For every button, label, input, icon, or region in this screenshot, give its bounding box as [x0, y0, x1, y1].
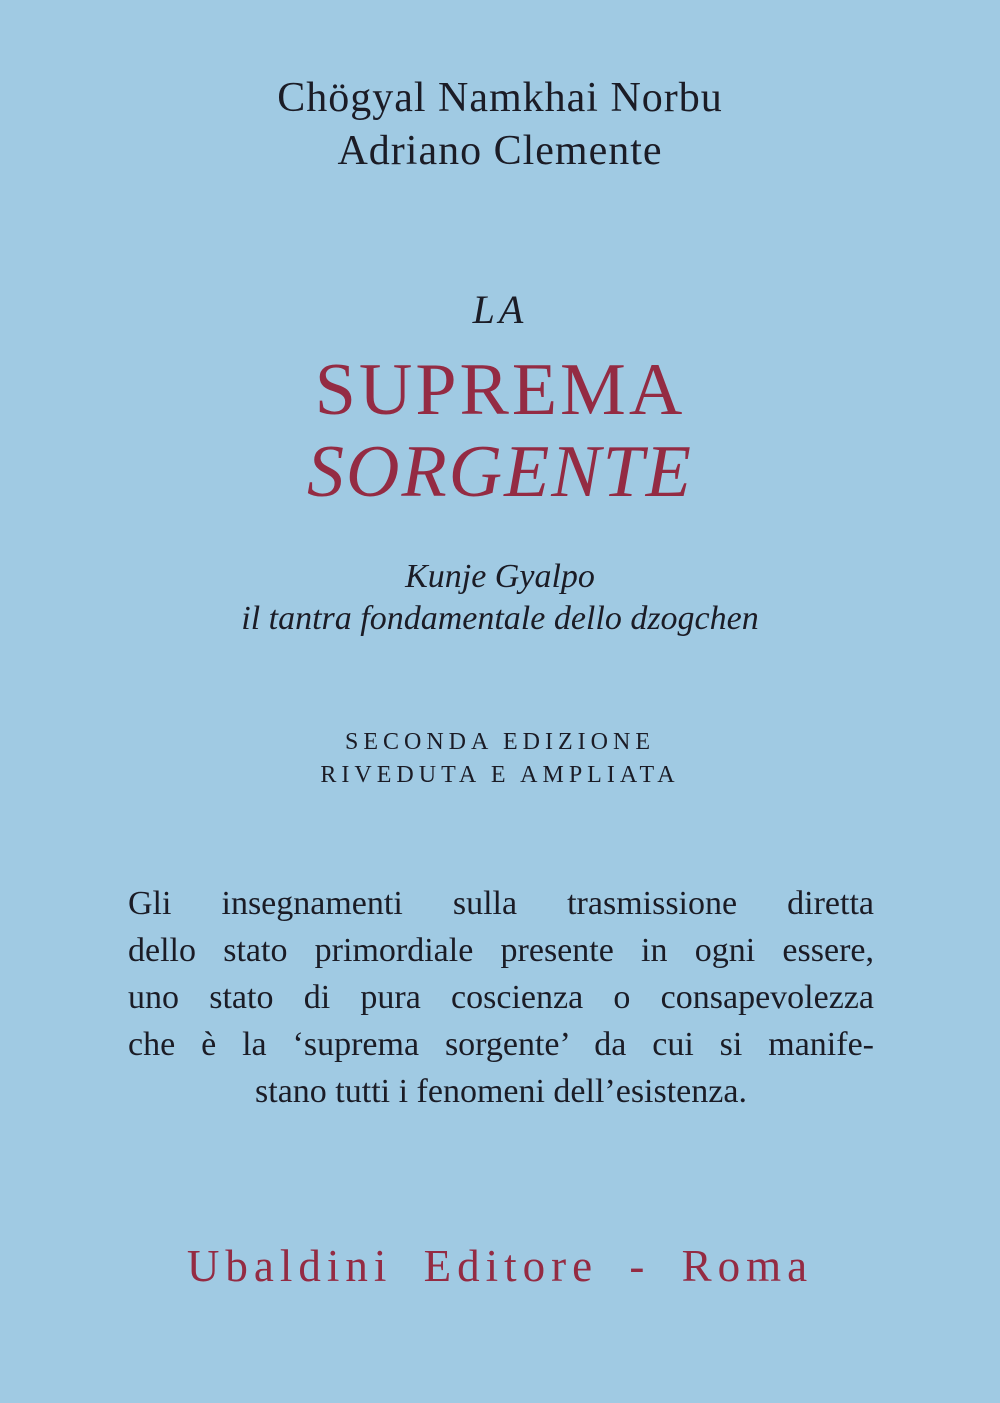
- author-name-secondary: Adriano Clemente: [337, 128, 663, 174]
- author-name-primary: Chögyal Namkhai Norbu: [277, 75, 723, 121]
- blurb-line: Gli insegnamenti sulla trasmissione diretta: [128, 885, 874, 922]
- title-line-sorgente: SORGENTE: [307, 431, 693, 513]
- edition-note: [0, 726, 1000, 792]
- author-names: [0, 72, 1000, 178]
- blurb-paragraph: [128, 880, 874, 1115]
- title-article: LA: [472, 287, 528, 332]
- publisher-imprint: Ubaldini Editore - Roma: [186, 1241, 814, 1291]
- title-line-suprema: SUPREMA: [314, 349, 686, 431]
- subtitle-line-1: Kunje Gyalpo: [405, 558, 595, 595]
- edition-line-2: RIVEDUTA E AMPLIATA: [320, 762, 680, 788]
- blurb-line: uno stato di pura coscienza o consapevolezza: [128, 979, 874, 1016]
- blurb-line: stano tutti i fenomeni dell’esistenza.: [255, 1073, 747, 1110]
- subtitle: [0, 556, 1000, 640]
- blurb-line: che è la ‘suprema sorgente’ da cui si manife-: [128, 1026, 874, 1063]
- blurb-line: dello stato primordiale presente in ogni essere,: [128, 932, 874, 969]
- subtitle-line-2: il tantra fondamentale dello dzogchen: [241, 600, 759, 637]
- edition-line-1: SECONDA EDIZIONE: [345, 729, 655, 755]
